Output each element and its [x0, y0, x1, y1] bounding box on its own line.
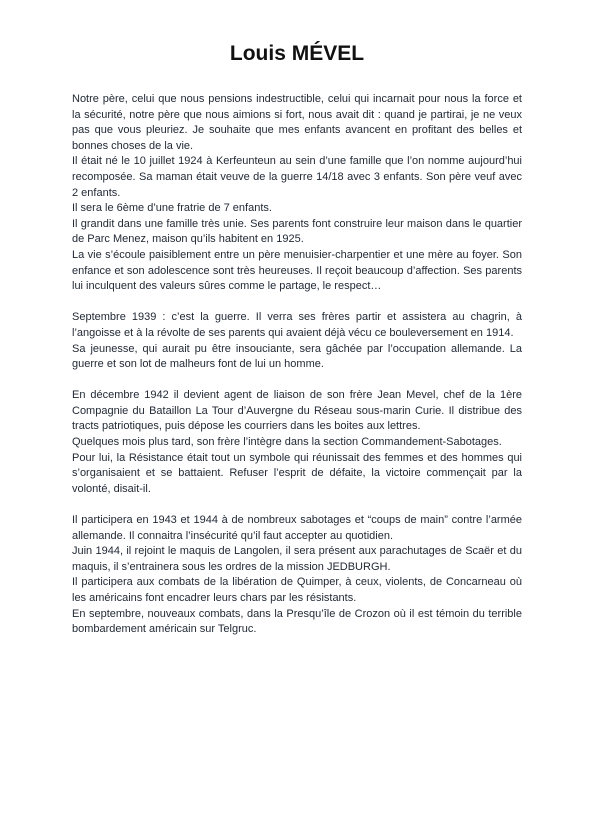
document-body	[72, 92, 522, 653]
text-block-3	[72, 388, 522, 497]
paragraph: Il grandit dans une famille très unie. Ses parents font construire leur maison dans le quartier de Parc Menez, maison qu’ils habitent en 1925.	[72, 217, 522, 246]
paragraph: Il participera en 1943 et 1944 à de nombreux sabotages et “coups de main” contre l’armée allemande. Il connaitra l’insécurité qu’il faut accepter au quotidien.	[72, 514, 522, 542]
paragraph: Pour lui, la Résistance était tout un symbole qui réunissait des femmes et des hommes qui s’organisaient et se battaient. Refuser l’esprit de défaite, la victoire commençait par la volonté, disait-il.	[72, 451, 522, 495]
paragraph: Il était né le 10 juillet 1924 à Kerfeunteun au sein d’une famille que l’on nomme aujourd’hui recomposée. Sa maman était veuve de la guerre 14/18 avec 3 enfants. Son père veuf avec 2 enfants.	[72, 155, 522, 199]
paragraph: La vie s’écoule paisiblement entre un père menuisier-charpentier et une mère au foyer. Son enfance et son adolescence sont très heureuses. Il reçoit beaucoup d’affection. Ses parents lui inculquent des valeurs sûres comme le partage, le respect…	[72, 248, 522, 293]
paragraph: Il participera aux combats de la libération de Quimper, à ceux, violents, de Concarneau où les américains font encadrer leurs chars par les résistants.	[72, 576, 522, 604]
text-block-1	[72, 92, 522, 295]
paragraph: Septembre 1939 : c’est la guerre. Il verra ses frères partir et assistera au chagrin, à l’angoisse et à la révolte de ses parents qui avaient déjà vécu ce bouleversement en 1914.	[72, 311, 522, 339]
paragraph: Il sera le 6ème d’une fratrie de 7 enfants.	[72, 202, 272, 215]
paragraph: Notre père, celui que nous pensions indestructible, celui qui incarnait pour nous la force et la sécurité, notre père que nous aimions si fort, nous avait dit : quand je partirai, je ne veux pas que vous pleuriez. Je souhaite que mes enfants avancent en profitant des belles et bonnes choses de la vie.	[72, 93, 522, 152]
paragraph: En décembre 1942 il devient agent de liaison de son frère Jean Mevel, chef de la 1ère Compagnie du Bataillon La Tour d’Auvergne du Réseau sous-marin Curie. Il distribue des tracts patriotiques, puis dépose les courriers dans les boites aux lettres.	[72, 389, 522, 433]
text-block-4	[72, 513, 522, 638]
paragraph: Sa jeunesse, qui aurait pu être insouciante, sera gâchée par l’occupation allemande. La guerre et son lot de malheurs font de lui un homme.	[72, 342, 522, 371]
paragraph: En septembre, nouveaux combats, dans la Presqu’île de Crozon où il est témoin du terrible bombardement américain sur Telgruc.	[72, 607, 522, 636]
paragraph: Juin 1944, il rejoint le maquis de Langolen, il sera présent aux parachutages de Scaër et du maquis, il s’entrainera sous les ordres de la mission JEDBURGH.	[72, 545, 522, 573]
text-block-2	[72, 310, 522, 372]
page-title: Louis MÉVEL	[229, 42, 365, 65]
paragraph: Quelques mois plus tard, son frère l’intègre dans la section Commandement-Sabotages.	[72, 436, 502, 449]
